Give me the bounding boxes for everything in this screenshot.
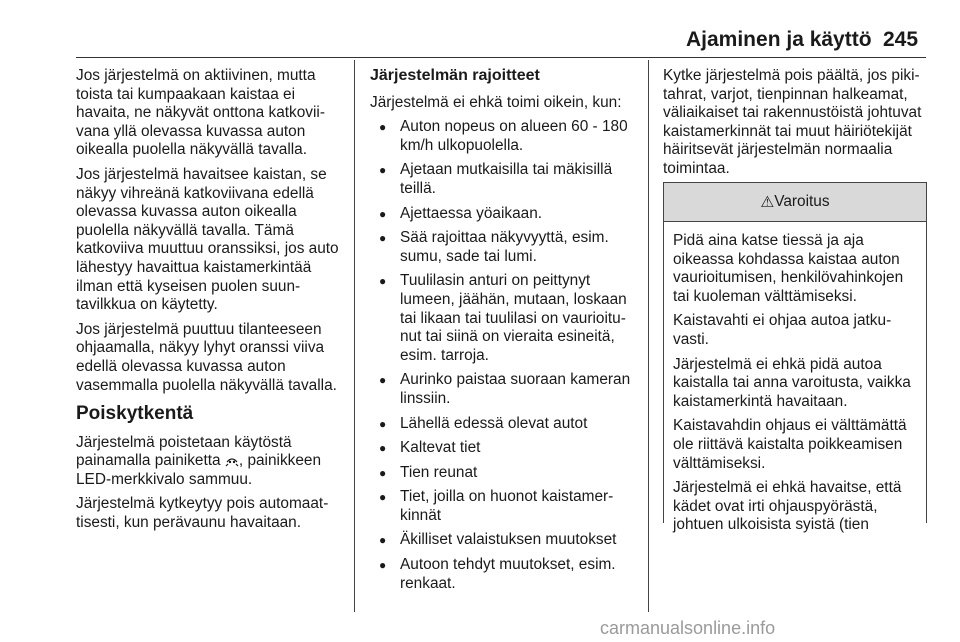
text-run: , painikkeen LED-merkkivalo sammuu. [76, 452, 322, 488]
text-run: Järjestelmä poistetaan käytöstä painamalla painiketta [76, 433, 292, 470]
warning-header [664, 183, 926, 222]
list-item: ● Kaltevat tiet [370, 439, 640, 458]
list-item: ● Tien reunat [370, 464, 640, 483]
header-title: Ajaminen ja käyttö [686, 28, 872, 51]
paragraph: Jos järjestelmä puuttuu tilanteeseen ohjaamalla, näkyy lyhyt oranssi viiva edellä olevassa kuvassa auton vasemmalla puolella näkyvällä tavalla. [76, 320, 337, 394]
paragraph: Järjestelmä ei ehkä toimi oikein, kun: [370, 93, 622, 111]
warning-icon: ⚠ [760, 193, 775, 211]
warning-body [664, 222, 926, 535]
page-number: 245 [883, 28, 919, 51]
warning-paragraph: Järjestelmä ei ehkä pidä autoa kaistalla tai anna varoitusta, vaikka kaistamerkintä havaitaan. [673, 355, 911, 410]
column-divider-2 [648, 60, 649, 612]
section-heading: Poiskytkentä [76, 403, 194, 425]
list-item: ● Tiet, joilla on huonot kaistamerkinnät [370, 488, 640, 525]
warning-paragraph: Kaistavahti ei ohjaa autoa jatkuvasti. [673, 312, 892, 348]
column-right [663, 67, 925, 185]
paragraph: Järjestelmä kytkeytyy pois automaattisesti, kun perävaunu havaitaan. [76, 495, 329, 532]
column-middle [370, 67, 640, 599]
list-item: ● Aurinko paistaa suoraan kameran linssiin. [370, 371, 640, 408]
limitations-list [370, 118, 640, 593]
section-heading: Järjestelmän rajoitteet [370, 67, 540, 84]
column-divider-1 [354, 60, 355, 612]
paragraph [76, 434, 348, 490]
paragraph: Jos järjestelmä havaitsee kaistan, se näkyy vihreänä katkoviivana edellä olevassa kuvassa auton oikealla puolella näkyvällä tavalla. Tämä katkoviiva muuttuu oranssiksi, jos auto lähestyy havaittua kaistamerkintää ilman että kyseisen puolen suuntavilkkua on käytetty. [76, 165, 339, 314]
paragraph: Jos järjestelmä on aktiivinen, mutta toista tai kumpaakaan kaistaa ei havaita, ne näkyvät onttona katkoviivana yllä olevassa kuvassa auton oikealla puolella näkyvällä tavalla. [76, 67, 325, 159]
paragraph: Kytke järjestelmä pois päältä, jos pikitahrat, varjot, tienpinnan halkeamat, väliaikaiset tai rakennustöistä johtuvat kaistamerkinnät tai muut häiriötekijät häiritsevät järjestelmän normaalia toimintaa. [663, 67, 922, 177]
column-left [76, 67, 348, 539]
list-item: ● Ajetaan mutkaisilla tai mäkisillä teillä. [370, 161, 640, 198]
warning-paragraph: Kaistavahdin ohjaus ei välttämättä ole riittävä kaistalta poikkeamisen välttämiseksi. [673, 417, 907, 472]
warning-paragraph: Pidä aina katse tiessä ja aja oikeassa kohdassa kaistaa auton vaurioitumisen, henkilövahinkojen tai kuoleman välttämiseksi. [673, 232, 904, 305]
list-item: ● Autoon tehdyt muutokset, esim. renkaat. [370, 556, 640, 593]
list-item: ● Lähellä edessä olevat autot [370, 415, 640, 434]
watermark: carmanualsonline.info [600, 618, 776, 638]
warning-paragraph: Järjestelmä ei ehkä havaitse, että kädet ovat irti ohjauspyörästä, johtuen ulkoisista syistä (tien [673, 479, 902, 534]
warning-box [663, 182, 927, 534]
list-item: ● Sää rajoittaa näkyvyyttä, esim. sumu, sade tai lumi. [370, 229, 640, 266]
lane-keep-assist-icon [225, 453, 239, 467]
warning-title: Varoitus [774, 193, 830, 210]
list-item: ● Tuulilasin anturi on peittynyt lumeen, jäähän, mutaan, loskaan tai likaan tai tuulilasi on vaurioitunut tai siinä on vieraita esineitä, esim. tarroja. [370, 272, 640, 365]
list-item: ● Ajettaessa yöaikaan. [370, 205, 640, 224]
list-item: ● Auton nopeus on alueen 60 - 180 km/h ulkopuolella. [370, 118, 640, 155]
list-item: ● Äkilliset valaistuksen muutokset [370, 531, 640, 550]
header-divider [76, 57, 926, 58]
